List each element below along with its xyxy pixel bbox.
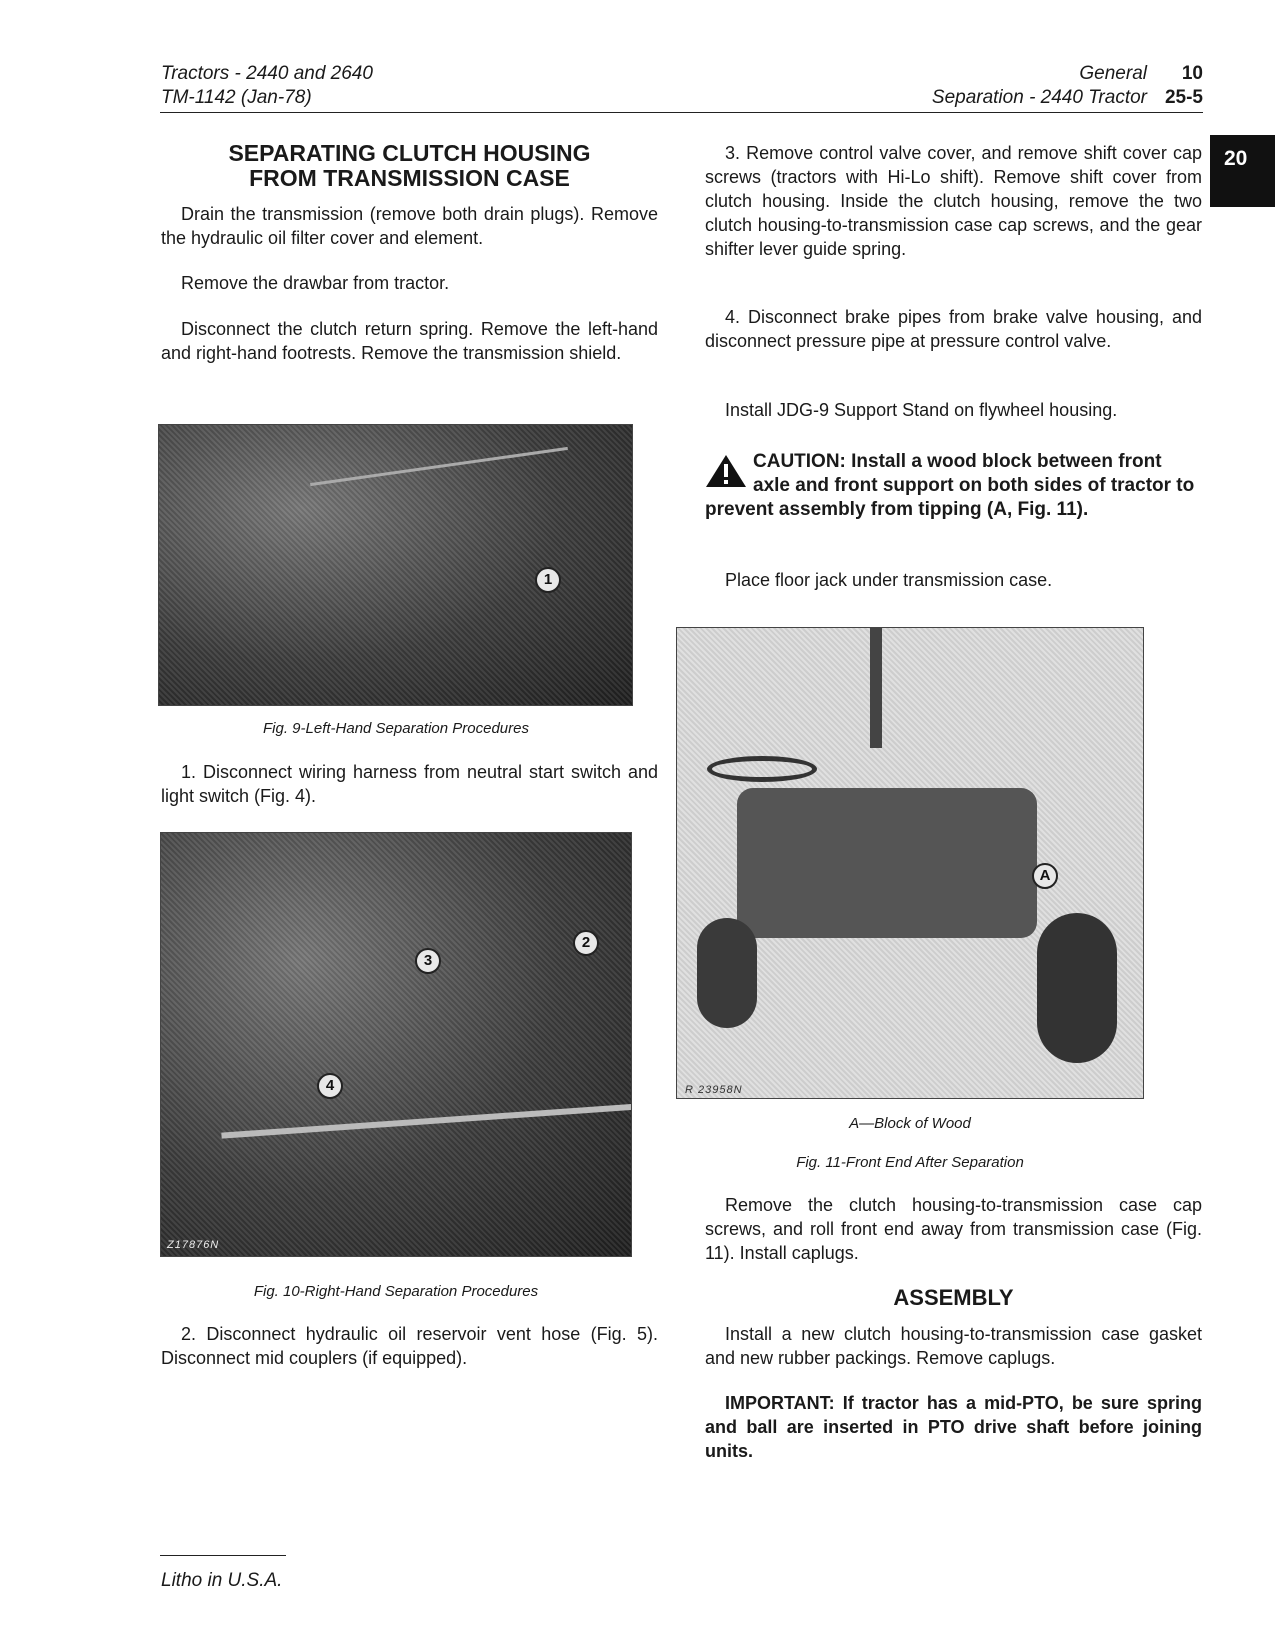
figure-11-code: R 23958N — [685, 1084, 743, 1096]
figure-10-photo — [160, 832, 632, 1257]
figure-11-photo — [676, 627, 1144, 1099]
step-3: 3. Remove control valve cover, and remove shift cover cap screws (tractors with Hi-Lo shift). Remove shift cover from clutch housing. Inside the clutch housing, remove the two clutch housing-to-transmission case cap screws, and the gear shifter lever guide spring. — [705, 143, 1202, 259]
header-right — [932, 62, 1203, 110]
figure-9-caption: Fig. 9-Left-Hand Separation Procedures — [263, 720, 529, 737]
heading-line-2: FROM TRANSMISSION CASE — [249, 165, 570, 191]
manual-number-date: TM-1142 (Jan-78) — [161, 87, 312, 108]
header-left — [161, 62, 373, 110]
paragraph-clutch-spring: Disconnect the clutch return spring. Remove the left-hand and right-hand footrests. Remove the transmission shield. — [161, 319, 658, 363]
step-2: 2. Disconnect hydraulic oil reservoir vent hose (Fig. 5). Disconnect mid couplers (if equipped). — [161, 1324, 658, 1368]
exhaust-stack — [870, 628, 882, 748]
page-heading — [161, 141, 658, 191]
tractor-body — [737, 788, 1037, 938]
figure-10-code: Z17876N — [167, 1239, 220, 1251]
callout-2: 2 — [573, 930, 599, 956]
group-name: Separation - 2440 Tractor — [931, 87, 1147, 108]
manual-title: Tractors - 2440 and 2640 — [161, 63, 373, 84]
section-number: 10 — [1181, 63, 1203, 84]
step-4: 4. Disconnect brake pipes from brake valve housing, and disconnect pressure pipe at pressure control valve. — [705, 307, 1202, 351]
paragraph-remove-cap-screws: Remove the clutch housing-to-transmission case cap screws, and roll front end away from transmission case (Fig. 11). Install caplugs. — [705, 1195, 1202, 1263]
assembly-heading: ASSEMBLY — [893, 1285, 1014, 1310]
header-rule — [160, 112, 1203, 113]
warning-triangle-icon — [705, 454, 747, 488]
axle-support — [697, 918, 757, 1028]
caution-block — [705, 450, 1202, 522]
heading-line-1: SEPARATING CLUTCH HOUSING — [228, 140, 591, 166]
important-note: IMPORTANT: If tractor has a mid-PTO, be sure spring and ball are inserted in PTO drive shaft before joining units. — [705, 1393, 1202, 1461]
figure-10-caption: Fig. 10-Right-Hand Separation Procedures — [253, 1283, 539, 1300]
callout-a: A — [1032, 863, 1058, 889]
paragraph-support-stand: Install JDG-9 Support Stand on flywheel housing. — [725, 400, 1118, 420]
figure-11-legend: A—Block of Wood — [849, 1115, 971, 1132]
figure-11-caption: Fig. 11-Front End After Separation — [796, 1154, 1024, 1171]
callout-3: 3 — [415, 948, 441, 974]
page-number: 25-5 — [1164, 87, 1203, 108]
caution-text: CAUTION: Install a wood block between front axle and front support on both sides of tractor to prevent assembly from tipping (A, Fig. 11). — [705, 451, 1195, 520]
step-1: 1. Disconnect wiring harness from neutral start switch and light switch (Fig. 4). — [161, 762, 658, 806]
paragraph-drain: Drain the transmission (remove both drain plugs). Remove the hydraulic oil filter cover and element. — [161, 204, 658, 248]
callout-4: 4 — [317, 1073, 343, 1099]
footer-rule — [160, 1555, 286, 1556]
paragraph-drawbar: Remove the drawbar from tractor. — [181, 273, 450, 293]
paragraph-floor-jack: Place floor jack under transmission case. — [725, 570, 1053, 590]
front-wheel — [1037, 913, 1117, 1063]
footer-litho: Litho in U.S.A. — [161, 1570, 283, 1591]
callout-1: 1 — [535, 567, 561, 593]
wire-harness — [310, 447, 568, 486]
paragraph-assembly: Install a new clutch housing-to-transmission case gasket and new rubber packings. Remove caplugs. — [705, 1324, 1202, 1368]
pipe-line — [221, 1103, 632, 1138]
steering-wheel — [707, 756, 817, 782]
section-name: General — [1079, 63, 1147, 84]
section-tab: 20 — [1210, 135, 1275, 207]
figure-9-photo — [158, 424, 633, 706]
